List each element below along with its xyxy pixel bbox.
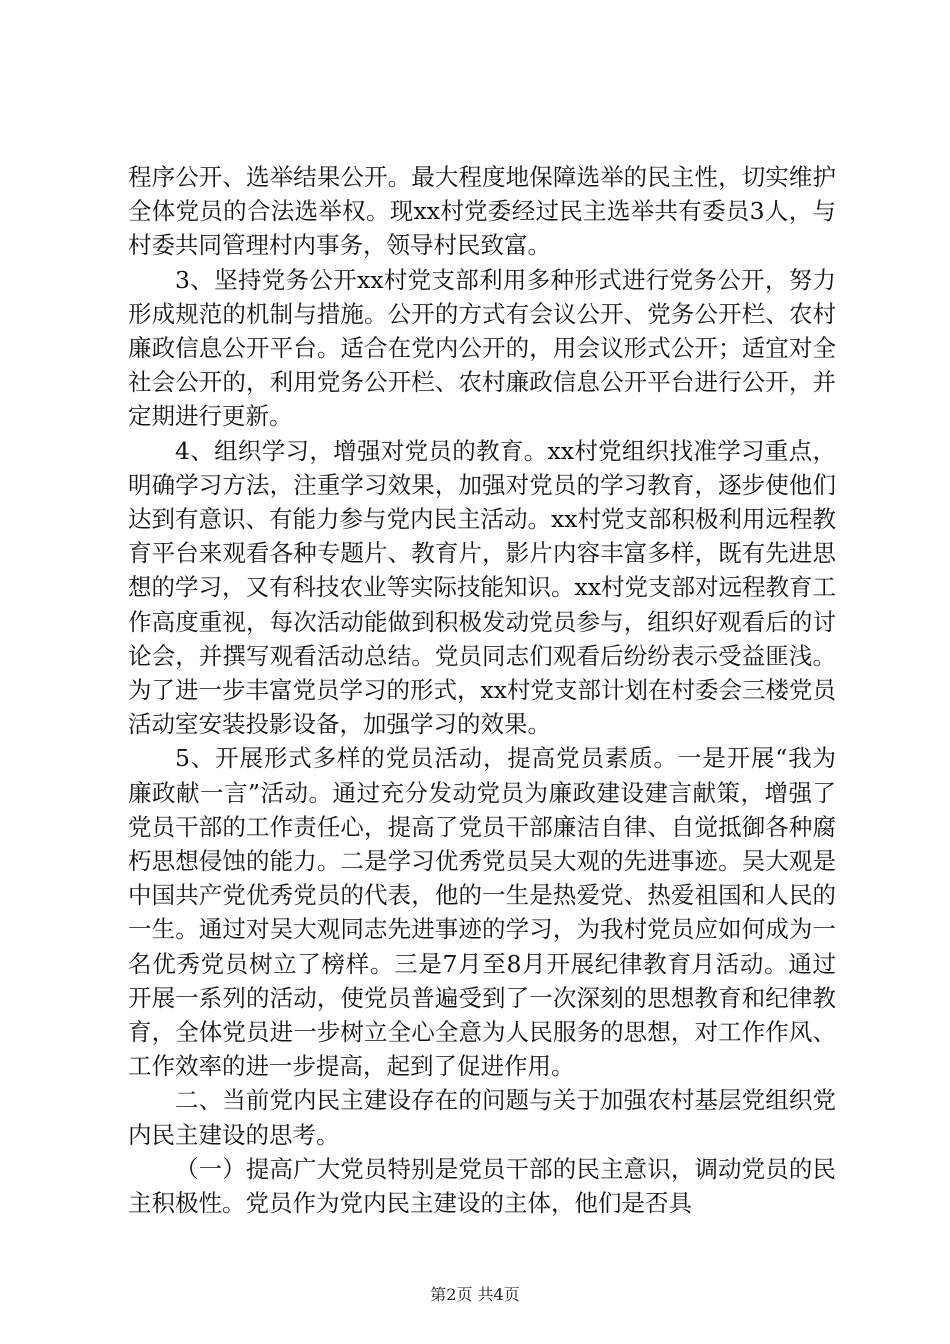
paragraph-3-party-affairs: 3、坚持党务公开xx村党支部利用多种形式进行党务公开，努力形成规范的机制与措施。公开的方式有会议公开、党务公开栏、农村廉政信息公开平台。适合在党内公开的，用会议形式公开；适宜对全社会公开的，利用党务公开栏、农村廉政信息公开平台进行公开，并定期进行更新。: [128, 265, 836, 431]
paragraph-5-activities: 5、开展形式多样的党员活动，提高党员素质。一是开展“我为廉政献一言”活动。通过充分发动党员为廉政建设建言献策，增强了党员干部的工作责任心，提高了党员干部廉洁自律、自觉抵御各种腐朽思想侵蚀的能力。二是学习优秀党员吴大观的先进事迹。吴大观是中国共产党优秀党员的代表，他的一生是热爱党、热爱祖国和人民的一生。通过对吴大观同志先进事迹的学习，为我村党员应如何成为一名优秀党员树立了榜样。三是7月至8月开展纪律教育月活动。通过开展一系列的活动，使党员普遍受到了一次深刻的思想教育和纪律教育，全体党员进一步树立全心全意为人民服务的思想，对工作作风、工作效率的进一步提高，起到了促进作用。: [128, 744, 836, 1081]
page-footer: 第2页 共4页: [430, 1285, 520, 1304]
paragraph-4-study: 4、组织学习，增强对党员的教育。xx村党组织找准学习重点，明确学习方法，注重学习效果，加强对党员的学习教育，逐步使他们达到有意识、有能力参与党内民主活动。xx村党支部积极利用远程教育平台来观看各种专题片、教育片，影片内容丰富多样，既有先进思想的学习，又有科技农业等实际技能知识。xx村党支部对远程教育工作高度重视，每次活动能做到积极发动党员参与，组织好观看后的讨论会，并撰写观看活动总结。党员同志们观看后纷纷表示受益匪浅。为了进一步丰富党员学习的形式，xx村党支部计划在村委会三楼党员活动室安装投影设备，加强学习的效果。: [128, 436, 837, 739]
paragraph-continuation: 程序公开、选举结果公开。最大程度地保障选举的民主性，切实维护全体党员的合法选举权。现xx村党委经过民主选举共有委员3人，与村委共同管理村内事务，领导村民致富。: [128, 163, 836, 260]
paragraph-sub-1: （一）提高广大党员特别是党员干部的民主意识，调动党员的民主积极性。党员作为党内民主建设的主体，他们是否具: [128, 1154, 836, 1218]
section-heading-2: 二、当前党内民主建设存在的问题与关于加强农村基层党组织党内民主建设的思考。: [128, 1086, 836, 1149]
document-body: [128, 160, 836, 1220]
